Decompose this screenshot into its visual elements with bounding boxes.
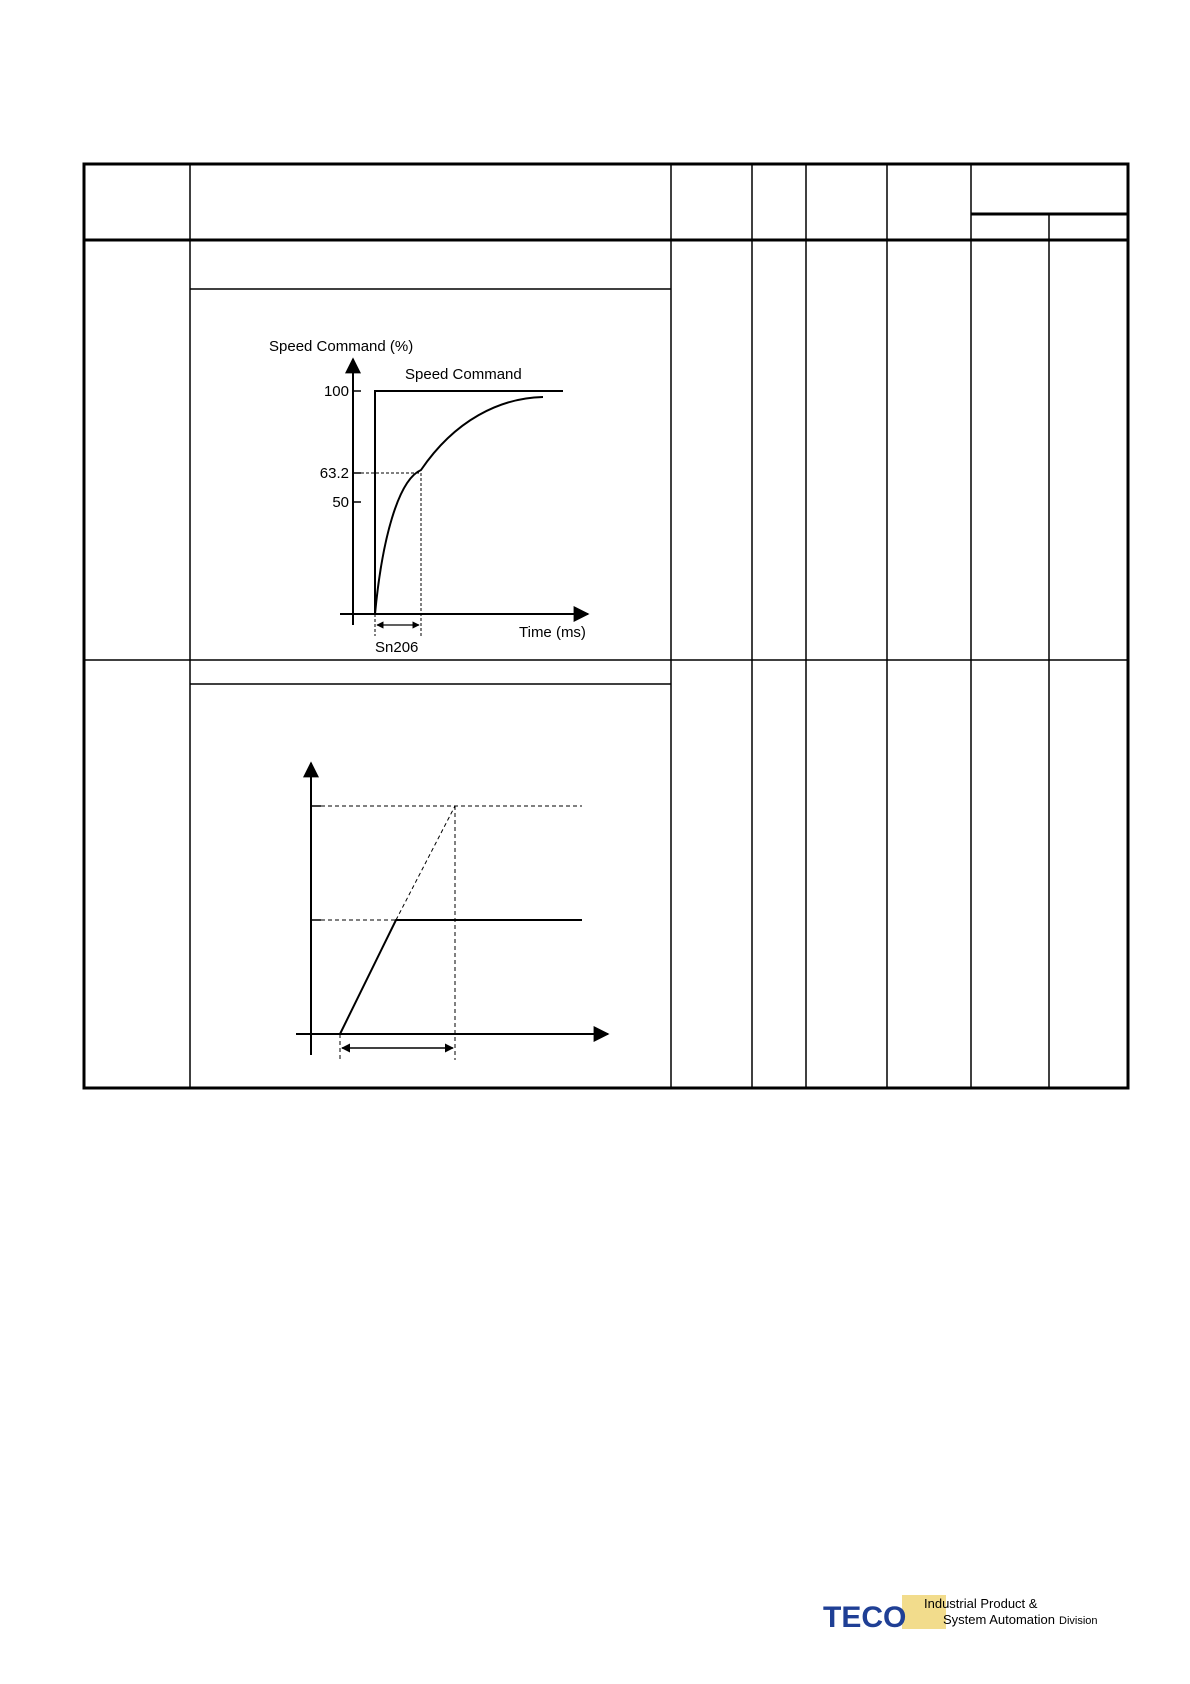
parameter-table <box>84 164 1128 1088</box>
chart1-y-tick-label-100: 100 <box>323 383 349 400</box>
division-line-2-main: System Automation <box>943 1612 1055 1627</box>
chart1-curve-label: Speed Command <box>405 366 522 383</box>
chart1-y-tick-label-50: 50 <box>332 494 349 511</box>
chart1-x-axis-title: Time (ms) <box>519 624 586 641</box>
chart1-step-command-line <box>375 391 563 614</box>
linear-ramp-chart <box>296 763 608 1060</box>
chart2-ramp-line <box>340 920 582 1034</box>
chart2-ramp-extension <box>396 806 455 920</box>
teco-logo-text: TECO <box>823 1601 907 1634</box>
division-line-1: Industrial Product & <box>924 1596 1038 1611</box>
table-column-lines <box>190 164 1049 1088</box>
chart1-time-constant-label: Sn206 <box>375 639 419 656</box>
footer-logo <box>823 1595 1098 1634</box>
speed-command-chart <box>269 338 588 656</box>
chart1-y-tick-label-632: 63.2 <box>319 465 349 482</box>
division-line-2 <box>943 1612 1098 1627</box>
chart1-y-axis-title: Speed Command (%) <box>269 338 414 355</box>
division-line-2-word: Division <box>1059 1615 1098 1627</box>
chart1-exponential-response-curve <box>375 397 543 614</box>
